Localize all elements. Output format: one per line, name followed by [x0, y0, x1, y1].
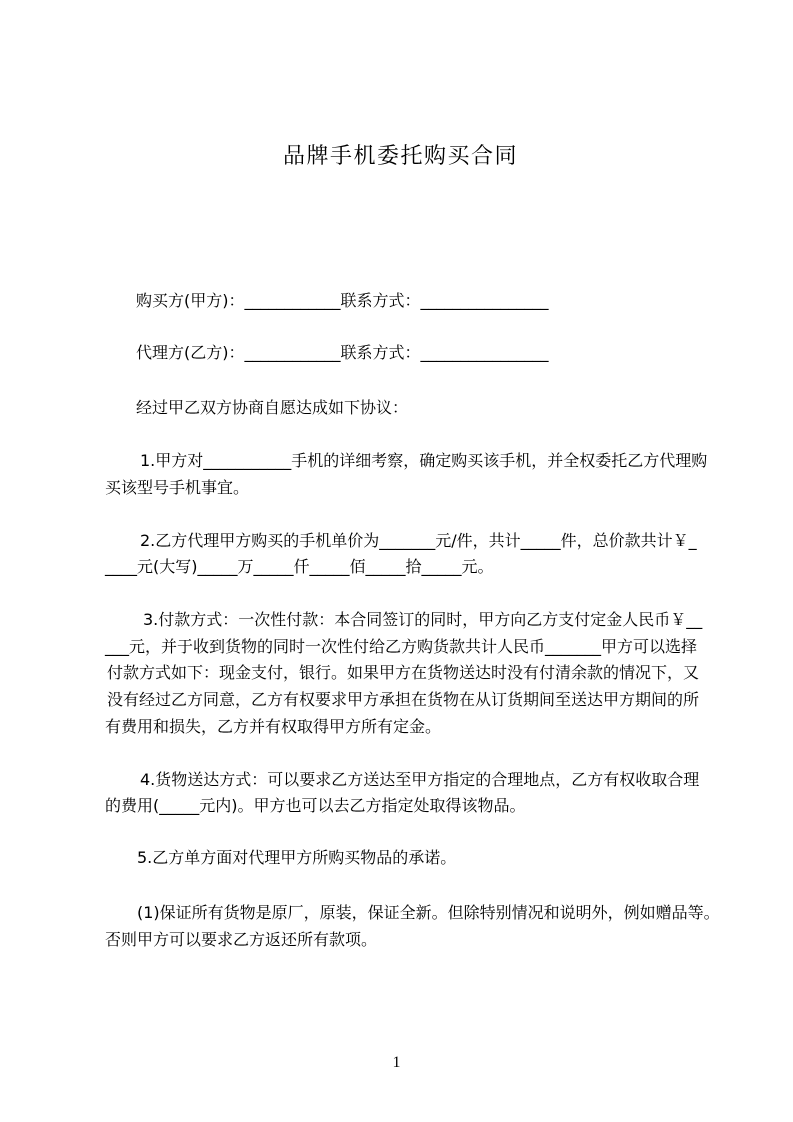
party-agent-line: 代理方(乙方)：____________联系方式：________________ [136, 343, 549, 362]
party-buyer-line: 购买方(甲方)：____________联系方式：________________ [136, 291, 549, 310]
clause-1-line-2: 买该型号手机事宜。 [105, 478, 250, 497]
clause-3-line-4: 没有经过乙方同意，乙方有权要求甲方承担在货物在从订货期间至送达甲方期间的所 [107, 690, 700, 709]
document-title: 品牌手机委托购买合同 [282, 144, 518, 169]
clause-4-line-2: 的费用(_____元内)。甲方也可以去乙方指定处取得该物品。 [105, 796, 526, 815]
clause-2-line-1: 2.乙方代理甲方购买的手机单价为_______元/件，共计_____件，总价款共计￥_ [140, 531, 697, 550]
clause-5-line-1: 5.乙方单方面对代理甲方所购买物品的承诺。 [137, 848, 457, 867]
clause-3-line-3: 付款方式如下：现金支付，银行。如果甲方在货物送达时没有付清余款的情况下，又 [107, 663, 700, 682]
clause-1-line-1: 1.甲方对___________手机的详细考察，确定购买该手机，并全权委托乙方代理购 [140, 451, 708, 470]
clause-3-line-5: 有费用和损失，乙方并有权取得甲方所有定金。 [105, 717, 442, 736]
intro-line: 经过甲乙双方协商自愿达成如下协议： [136, 398, 409, 417]
clause-3-line-2: ___元，并于收到货物的同时一次性付给乙方购货款共计人民币_______甲方可以选择 [105, 637, 698, 656]
clause-2-line-2: ____元(大写)_____万_____仟_____佰_____拾_____元。 [105, 557, 494, 576]
clause-4-line-1: 4.货物送达方式：可以要求乙方送达至甲方指定的合理地点，乙方有权收取合理 [140, 770, 700, 789]
page-number: 1 [392, 1054, 401, 1071]
clause-5-item-1-line-2: 否则甲方可以要求乙方返还所有款项。 [105, 930, 378, 949]
clause-3-line-1: 3.付款方式：一次性付款：本合同签订的同时，甲方向乙方支付定金人民币￥__ [143, 610, 703, 629]
clause-5-item-1-line-1: (1)保证所有货物是原厂，原装，保证全新。但除特别情况和说明外，例如赠品等。 [137, 903, 720, 922]
